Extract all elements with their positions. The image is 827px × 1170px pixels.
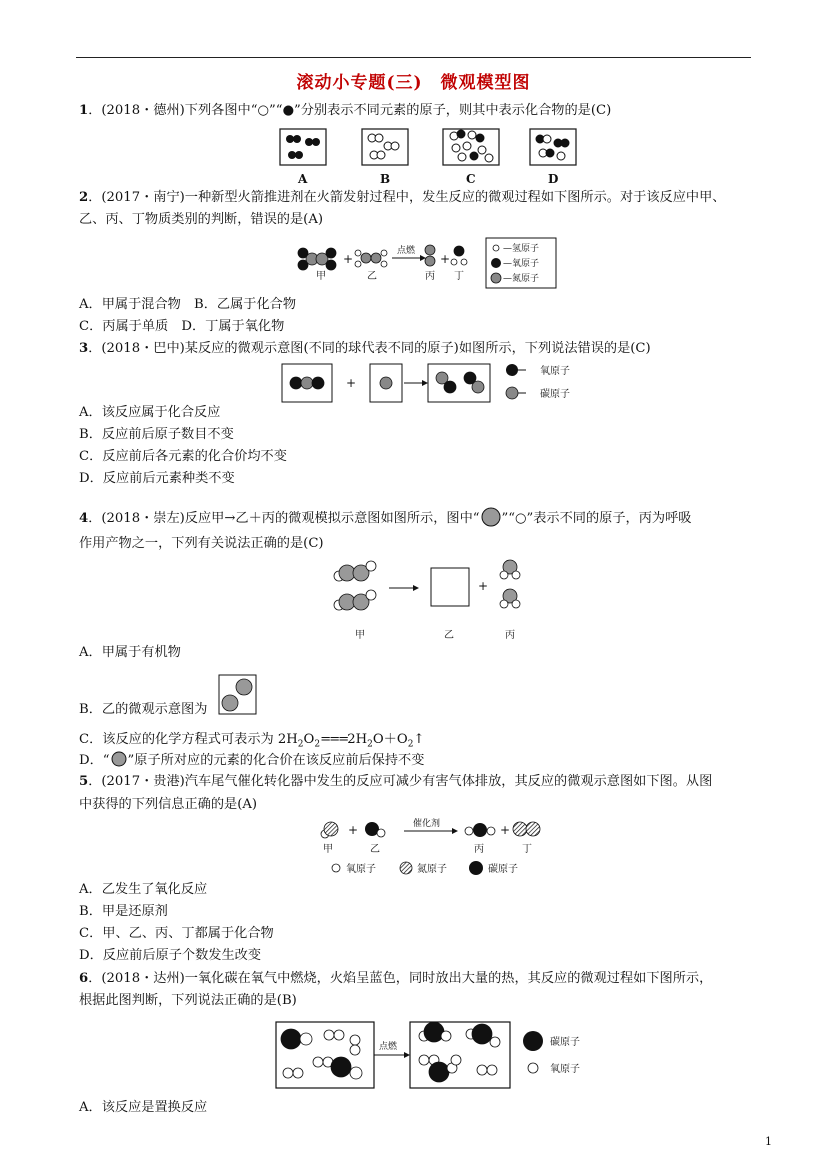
q5-arrow-label: 催化剂 (413, 819, 441, 829)
question-6-line2: 根据此图判断，下列说法正确的是(B) (79, 993, 297, 1008)
q4-label-yi: 乙 (444, 630, 454, 641)
svg-text:+: + (500, 823, 511, 837)
q4-figure (325, 558, 540, 644)
svg-text:+: + (346, 376, 357, 390)
question-text-cont: ”“○”表示不同的原子，丙为呼吸 (501, 511, 692, 526)
svg-text:+: + (440, 252, 451, 266)
question-4 (79, 507, 692, 528)
q1-figure (278, 126, 588, 188)
q3-option-d: D．反应前后元素种类不变 (79, 471, 235, 486)
question-3 (79, 340, 651, 358)
svg-text:+: + (343, 252, 354, 266)
q4-option-b-figure (218, 674, 258, 716)
q5-option-b: B．甲是还原剂 (79, 904, 168, 919)
question-number: 2 (79, 190, 89, 205)
question-2 (79, 189, 725, 207)
q4-option-d: D．“ ”原子所对应的元素的化合价在该反应前后保持不变 (79, 753, 425, 768)
q3-option-c: C．反应前后各元素的化合价均不变 (79, 449, 287, 464)
q5-label-bing: 丙 (474, 844, 484, 855)
q6-option-a: A．该反应是置换反应 (79, 1100, 208, 1115)
q3-option-b: B．反应前后原子数目不变 (79, 427, 234, 442)
q5-option-c: C．甲、乙、丙、丁都属于化合物 (79, 926, 274, 941)
q2-legend-h: —氢原子 (503, 244, 540, 254)
q6-legend-o: 氧原子 (550, 1064, 580, 1075)
q2-legend-n: —氮原子 (503, 274, 540, 284)
q1-label-c: C (466, 172, 476, 186)
question-number: 5 (79, 774, 89, 789)
q2-label-bing: 丙 (425, 271, 435, 282)
q3-legend-c: 碳原子 (540, 389, 570, 400)
q5-figure (312, 816, 552, 878)
q6-arrow-label: 点燃 (379, 1042, 398, 1052)
question-5 (79, 773, 712, 791)
q4-label-bing: 丙 (505, 630, 515, 641)
question-number: 6 (79, 971, 89, 986)
q5-label-jia: 甲 (323, 844, 333, 855)
q2-options-line1: A．甲属于混合物 B．乙属于化合物 (79, 297, 297, 312)
question-4-line2: 作用产物之一，下列有关说法正确的是(C) (79, 536, 324, 551)
question-1 (79, 102, 611, 120)
question-text: ．(2018・德州)下列各图中“○”“●”分别表示不同元素的原子，则其中表示化合物的是(C) (88, 103, 612, 118)
question-text: ．(2018・崇左)反应甲→乙＋丙的微观模拟示意图如图所示，图中“ (88, 511, 480, 526)
q5-option-a: A．乙发生了氧化反应 (79, 882, 208, 897)
question-text: ．(2017・贵港)汽车尾气催化转化器中发生的反应可减少有害气体排放，其反应的微观示意图如下图。从图 (88, 774, 713, 789)
grey-atom-icon (480, 507, 502, 527)
q2-options-line2: C．丙属于单质 D．丁属于氧化物 (79, 319, 285, 334)
question-2-line2: 乙、丙、丁物质类别的判断，错误的是(A) (79, 212, 323, 227)
q3-option-a: A．该反应属于化合反应 (79, 405, 221, 420)
q4-option-a: A．甲属于有机物 (79, 645, 181, 660)
q6-figure (274, 1020, 594, 1090)
q6-legend-c: 碳原子 (550, 1037, 580, 1048)
q5-legend-o: 氧原子 (346, 864, 376, 875)
page-number: 1 (765, 1135, 772, 1148)
header-rule (76, 57, 751, 58)
q3-figure (280, 362, 580, 404)
question-text: ．(2018・达州)一氧化碳在氧气中燃烧，火焰呈蓝色，同时放出大量的热，其反应的微观过程如下图所示， (88, 971, 713, 986)
question-5-line2: 中获得的下列信息正确的是(A) (79, 797, 258, 812)
q5-legend-n: 氮原子 (417, 864, 447, 875)
q4-label-jia: 甲 (355, 630, 365, 641)
question-number: 1 (79, 103, 89, 118)
svg-text:+: + (348, 823, 359, 837)
question-text: ．(2018・巴中)某反应的微观示意图(不同的球代表不同的原子)如图所示，下列说法错误的是(C) (88, 341, 651, 356)
q5-label-ding: 丁 (522, 844, 532, 855)
q5-label-yi: 乙 (370, 844, 380, 855)
page-title: 滚动小专题(三) 微观模型图 (296, 73, 531, 93)
q5-legend-c: 碳原子 (488, 864, 518, 875)
q2-label-yi: 乙 (367, 271, 377, 282)
q2-label-ding: 丁 (454, 271, 464, 282)
grey-atom-icon (110, 751, 128, 767)
svg-text:+: + (478, 579, 489, 593)
question-number: 3 (79, 341, 89, 356)
q1-label-b: B (380, 172, 391, 186)
question-text: ．(2017・南宁)一种新型火箭推进剂在火箭发射过程中，发生反应的微观过程如下图所示。对于该反应中甲、 (88, 190, 726, 205)
q2-legend-o: —氧原子 (503, 259, 540, 269)
q4-option-b: B．乙的微观示意图为 (79, 702, 208, 717)
q4-option-c: C．该反应的化学方程式可表示为 $2H_2O_2===2H_2O+O_2↑$ (79, 732, 425, 750)
q1-label-d: D (548, 172, 559, 186)
q5-option-d: D．反应前后原子个数发生改变 (79, 948, 262, 963)
q1-label-a: A (298, 172, 308, 186)
question-number: 4 (79, 511, 89, 526)
question-6 (79, 970, 712, 988)
q2-label-jia: 甲 (316, 271, 326, 282)
q2-arrow-label: 点燃 (397, 246, 416, 256)
q3-legend-o: 氧原子 (540, 366, 570, 377)
q2-figure (292, 236, 560, 290)
